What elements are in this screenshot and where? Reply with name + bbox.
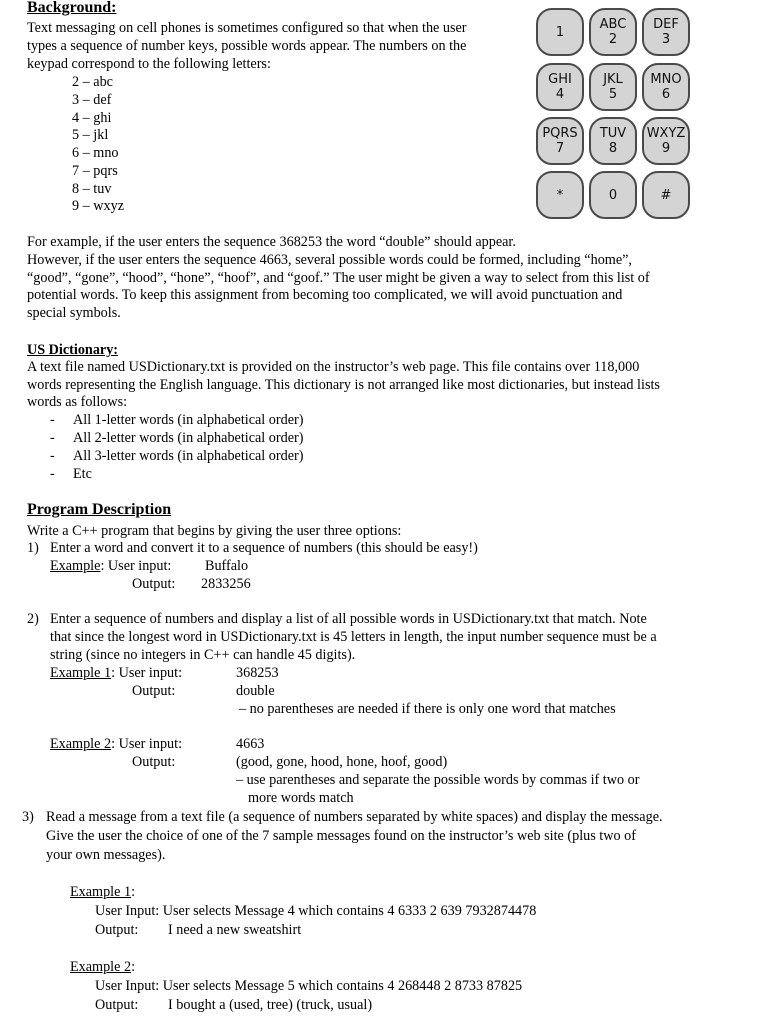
mapping-item: 8 – tuv bbox=[72, 181, 112, 197]
key-number: 2 bbox=[608, 32, 618, 47]
program-intro: Write a C++ program that begins by giving the user three options: bbox=[27, 523, 402, 539]
option-3-line: Give the user the choice of one of the 7 sample messages found on the instructor’s web site (plus two of bbox=[46, 828, 636, 844]
key-number: 7 bbox=[555, 141, 565, 156]
key-letters: WXYZ bbox=[646, 126, 686, 141]
key-0 bbox=[589, 171, 637, 219]
key-letters: ABC bbox=[599, 17, 627, 32]
dictionary-line: words as follows: bbox=[27, 394, 128, 410]
output-label: Output: bbox=[132, 576, 176, 592]
bullet-dash: - bbox=[50, 430, 55, 446]
bullet-dash: - bbox=[50, 466, 55, 482]
output-value: (good, gone, hood, hone, hoof, good) bbox=[236, 754, 448, 770]
example-note: – use parentheses and separate the possible words by commas if two or bbox=[236, 772, 640, 788]
example-label: Example 1 bbox=[50, 665, 112, 681]
option-1-text: Enter a word and convert it to a sequence of numbers (this should be easy!) bbox=[50, 540, 478, 556]
key-number: 1 bbox=[555, 24, 565, 40]
key-2 bbox=[589, 8, 637, 56]
background-para-line: “good”, “gone”, “hood”, “hone”, “hoof”, and “goof.” The user might be given a way to select from this list of bbox=[27, 270, 650, 286]
option-3-example-1: Example 1: bbox=[70, 884, 136, 900]
output-label: Output: bbox=[95, 997, 139, 1013]
key-6 bbox=[642, 63, 690, 111]
key-hash bbox=[642, 171, 690, 219]
background-para-line: potential words. To keep this assignment from becoming too complicated, we will avoid punctuation and bbox=[27, 287, 623, 303]
background-heading: Background: bbox=[27, 0, 117, 16]
output-label: Output: bbox=[132, 683, 176, 699]
output-label: Output: bbox=[132, 754, 176, 770]
option-number: 3) bbox=[22, 809, 34, 825]
mapping-item: 2 – abc bbox=[72, 74, 113, 90]
key-number: 8 bbox=[608, 141, 618, 156]
option-number: 2) bbox=[27, 611, 39, 627]
option-3-line: your own messages). bbox=[46, 847, 166, 863]
key-number: 5 bbox=[608, 87, 618, 102]
program-heading: Program Description bbox=[27, 501, 172, 518]
option-1-example bbox=[50, 557, 171, 575]
mapping-item: 6 – mno bbox=[72, 145, 119, 161]
dictionary-bullet: All 2-letter words (in alphabetical order) bbox=[73, 430, 304, 446]
key-1 bbox=[536, 8, 584, 56]
example-label: Example 2 bbox=[50, 736, 112, 752]
option-number: 1) bbox=[27, 540, 39, 556]
key-number: 4 bbox=[555, 87, 565, 102]
bullet-dash: - bbox=[50, 448, 55, 464]
input-value: Buffalo bbox=[205, 558, 249, 574]
key-letters: GHI bbox=[548, 72, 572, 87]
background-para-line: special symbols. bbox=[27, 305, 121, 321]
option-2-line: Enter a sequence of numbers and display a list of all possible words in USDictionary.txt that match. Note bbox=[50, 611, 647, 627]
input-label: : User input: bbox=[111, 736, 183, 752]
dictionary-line: words representing the English language. This dictionary is not arranged like most dictionaries, but instead lists bbox=[27, 377, 660, 393]
output-value: double bbox=[236, 683, 275, 699]
example-note: – no parentheses are needed if there is only one word that matches bbox=[239, 701, 616, 717]
option-2-example-2 bbox=[50, 735, 182, 753]
mapping-item: 3 – def bbox=[72, 92, 112, 108]
key-number: # bbox=[660, 187, 672, 203]
option-2-line: that since the longest word in USDictionary.txt is 45 letters in length, the input number sequence must be a bbox=[50, 629, 657, 645]
dictionary-bullet: Etc bbox=[73, 466, 92, 482]
example-note: more words match bbox=[248, 790, 354, 806]
input-value: 368253 bbox=[236, 665, 279, 681]
input-label: : User input: bbox=[100, 558, 172, 574]
background-line: Text messaging on cell phones is sometimes configured so that when the user bbox=[27, 20, 467, 36]
example-input: User Input: User selects Message 5 which contains 4 268448 2 8733 87825 bbox=[95, 978, 523, 994]
key-9 bbox=[642, 117, 690, 165]
key-7 bbox=[536, 117, 584, 165]
option-2-line: string (since no integers in C++ can handle 45 digits). bbox=[50, 647, 356, 663]
example-input: User Input: User selects Message 4 which contains 4 6333 2 639 7932874478 bbox=[95, 903, 537, 919]
dictionary-heading: US Dictionary: bbox=[27, 342, 119, 358]
key-number: * bbox=[556, 187, 564, 203]
key-number: 0 bbox=[608, 187, 618, 203]
key-5 bbox=[589, 63, 637, 111]
mapping-item: 9 – wxyz bbox=[72, 198, 125, 214]
output-value: 2833256 bbox=[201, 576, 251, 592]
key-4 bbox=[536, 63, 584, 111]
key-number: 3 bbox=[661, 32, 671, 47]
input-value: 4663 bbox=[236, 736, 265, 752]
output-value: I need a new sweatshirt bbox=[168, 922, 302, 938]
key-star bbox=[536, 171, 584, 219]
key-letters: DEF bbox=[653, 17, 679, 32]
mapping-item: 5 – jkl bbox=[72, 127, 109, 143]
example-label: Example 1 bbox=[70, 884, 132, 900]
key-letters: PQRS bbox=[542, 126, 578, 141]
example-label: Example bbox=[50, 558, 101, 574]
key-3 bbox=[642, 8, 690, 56]
background-line: keypad correspond to the following letters: bbox=[27, 56, 271, 72]
background-para-line: For example, if the user enters the sequence 368253 the word “double” should appear. bbox=[27, 234, 516, 250]
background-para-line: However, if the user enters the sequence 4663, several possible words could be formed, including “home”, bbox=[27, 252, 632, 268]
input-label: : User input: bbox=[111, 665, 183, 681]
output-value: I bought a (used, tree) (truck, usual) bbox=[168, 997, 373, 1013]
key-8 bbox=[589, 117, 637, 165]
mapping-item: 7 – pqrs bbox=[72, 163, 118, 179]
option-3-example-2: Example 2: bbox=[70, 959, 136, 975]
output-label: Output: bbox=[95, 922, 139, 938]
key-letters: JKL bbox=[603, 72, 623, 87]
key-number: 6 bbox=[661, 87, 671, 102]
example-label: Example 2 bbox=[70, 959, 132, 975]
key-letters: TUV bbox=[599, 126, 627, 141]
key-letters: MNO bbox=[650, 72, 682, 87]
dictionary-line: A text file named USDictionary.txt is provided on the instructor’s web page. This file contains over 118,000 bbox=[27, 359, 640, 375]
bullet-dash: - bbox=[50, 412, 55, 428]
background-line: types a sequence of number keys, possible words appear. The numbers on the bbox=[27, 38, 467, 54]
mapping-item: 4 – ghi bbox=[72, 110, 112, 126]
dictionary-bullet: All 1-letter words (in alphabetical order) bbox=[73, 412, 304, 428]
dictionary-bullet: All 3-letter words (in alphabetical order) bbox=[73, 448, 304, 464]
option-3-line: Read a message from a text file (a sequence of numbers separated by white spaces) and display the message. bbox=[46, 809, 663, 825]
option-2-example-1 bbox=[50, 664, 182, 682]
key-number: 9 bbox=[661, 141, 671, 156]
